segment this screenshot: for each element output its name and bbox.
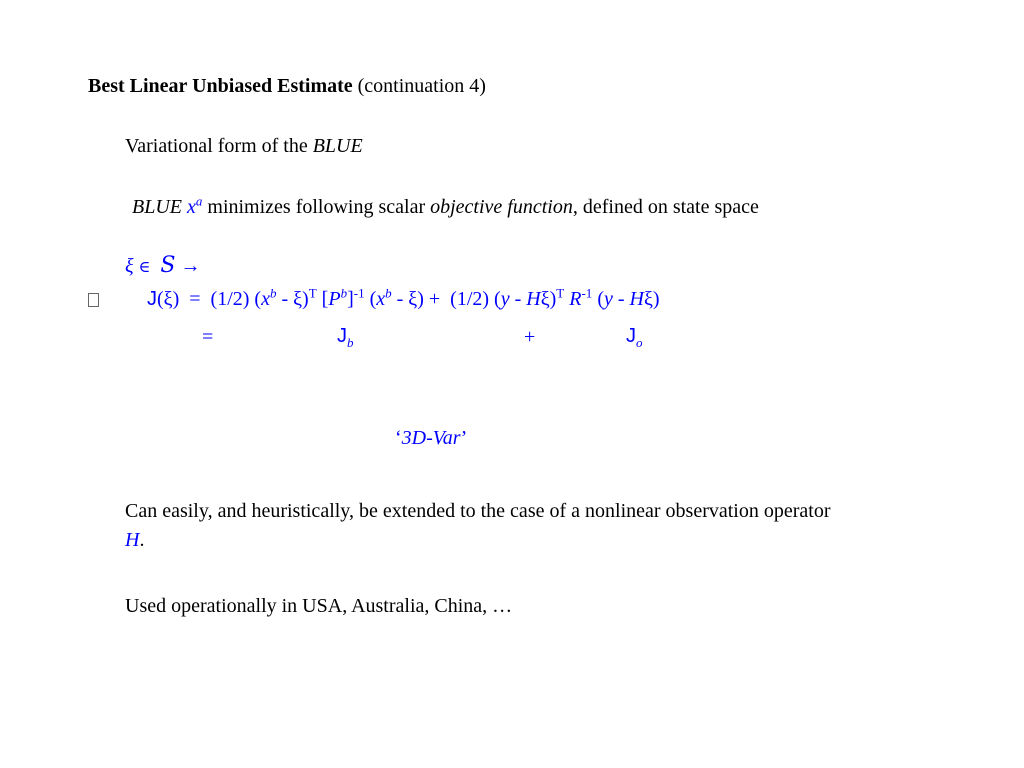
state-space-symbol: S <box>160 253 176 278</box>
element-of-symbol: ∈ <box>138 259 151 276</box>
objective-equation: J(ξ) = (1/2) $(x^b - \xi)^T$ $[P^b]^{-1}$ $(x^b - \xi) + (1/2)$ (y - Hξ)$^T$ $R^{-1}$ (y - Hξ) <box>147 285 660 310</box>
extension-operator: H. <box>125 529 145 551</box>
state-space-text: , defined on state space <box>572 196 759 218</box>
extension-text: Can easily, and heuristically, be extended to the case of a nonlinear observation operator <box>125 500 831 522</box>
title-continuation: (continuation 4) <box>357 75 486 97</box>
operational-text: Used operationally in USA, Australia, China, … <box>125 595 513 617</box>
variational-prefix: Variational form of the <box>125 135 308 157</box>
xi-symbol: ξ <box>125 255 134 277</box>
3dvar-label: ‘3D-Var’ <box>395 427 468 449</box>
minimizes-line <box>132 193 759 218</box>
title-bold: Best Linear Unbiased Estimate <box>88 75 353 97</box>
minimizes-text: minimizes following scalar <box>207 196 426 218</box>
equals-sign: = <box>189 288 201 310</box>
H-operator: H <box>125 529 140 551</box>
objective-function: objective function <box>430 196 573 218</box>
variational-blue: BLUE <box>312 135 363 157</box>
equals-sign-2: = <box>202 326 214 348</box>
mapping-line <box>125 255 201 277</box>
arrow-symbol: → <box>180 255 201 277</box>
minimizes-blue: BLUE <box>132 196 182 218</box>
bullet-icon <box>88 291 99 311</box>
J-symbol: J <box>147 288 157 310</box>
slide-title <box>88 76 486 96</box>
Jo-term: $J_o$ <box>626 325 643 350</box>
xa-symbol: $x^a$ <box>187 193 203 218</box>
equation-equals-row <box>202 327 213 347</box>
Jb-term: $J_b$ <box>337 325 354 350</box>
variational-line <box>125 136 363 156</box>
plus-sign: + <box>524 326 536 348</box>
